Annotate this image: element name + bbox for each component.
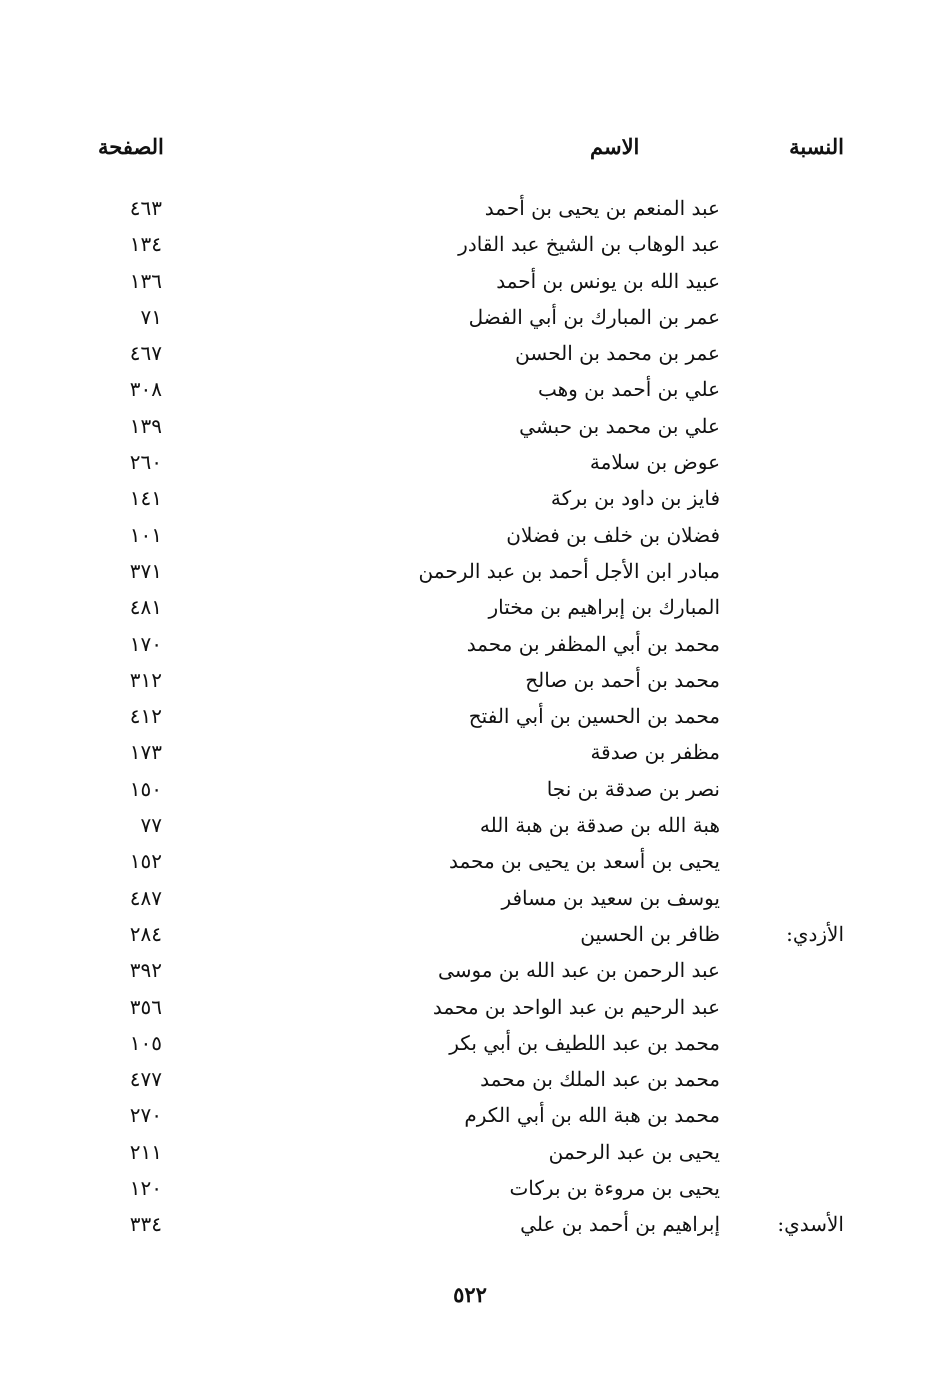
row-name: عمر بن المبارك بن أبي الفضل — [468, 304, 720, 329]
row-name: علي بن محمد بن حبشي — [519, 413, 720, 438]
row-page: ٤٦٧ — [129, 341, 162, 366]
row-name: إبراهيم بن أحمد بن علي — [520, 1212, 720, 1237]
row-name: عوض بن سلامة — [589, 450, 720, 475]
row-page: ١٠٥ — [129, 1030, 162, 1055]
row-name: مبادر ابن الأجل أحمد بن عبد الرحمن — [418, 558, 720, 583]
row-page: ١٥٢ — [129, 849, 162, 874]
index-row — [0, 1134, 940, 1170]
row-page: ١٣٩ — [129, 413, 162, 438]
index-row — [0, 734, 940, 770]
index-row — [0, 843, 940, 879]
row-page: ١٣٦ — [129, 268, 162, 293]
page-number: ٥٢٢ — [453, 1282, 487, 1307]
row-page: ٣٥٦ — [129, 994, 162, 1019]
index-row — [0, 263, 940, 299]
row-page: ٢٨٤ — [129, 921, 162, 946]
index-row — [0, 1025, 940, 1061]
index-row — [0, 1170, 940, 1206]
row-page: ٣٣٤ — [129, 1212, 162, 1237]
row-name: فضلان بن خلف بن فضلان — [506, 522, 720, 547]
index-row — [0, 408, 940, 444]
index-row — [0, 807, 940, 843]
row-name: محمد بن عبد اللطيف بن أبي بكر — [449, 1030, 720, 1055]
index-row — [0, 480, 940, 516]
row-name: مظفر بن صدقة — [590, 740, 720, 765]
row-page: ٣٧١ — [129, 558, 162, 583]
row-page: ٤٧٧ — [129, 1067, 162, 1092]
index-list — [0, 190, 940, 1243]
row-nisba: الأسدي: — [777, 1212, 844, 1237]
row-page: ٤٨٧ — [129, 885, 162, 910]
index-row — [0, 662, 940, 698]
row-page: ٢٦٠ — [129, 450, 162, 475]
row-page: ١٤١ — [129, 486, 162, 511]
index-row — [0, 916, 940, 952]
row-page: ٢١١ — [129, 1139, 162, 1164]
row-name: المبارك بن إبراهيم بن مختار — [488, 595, 720, 620]
header-nisba: النسبة — [789, 134, 844, 159]
index-row — [0, 1206, 940, 1242]
index-row — [0, 1061, 940, 1097]
index-row — [0, 880, 940, 916]
row-page: ١٧٣ — [129, 740, 162, 765]
row-page: ٣٠٨ — [129, 377, 162, 402]
row-page: ١٣٤ — [129, 232, 162, 257]
index-row — [0, 299, 940, 335]
row-name: محمد بن أبي المظفر بن محمد — [466, 631, 720, 656]
header-page: الصفحة — [98, 134, 164, 159]
row-name: يوسف بن سعيد بن مسافر — [501, 885, 720, 910]
row-page: ٧١ — [140, 304, 162, 329]
row-name: يحيى بن عبد الرحمن — [548, 1139, 720, 1164]
index-row — [0, 771, 940, 807]
row-page: ١٥٠ — [129, 776, 162, 801]
index-row — [0, 444, 940, 480]
index-row — [0, 553, 940, 589]
row-name: ظافر بن الحسين — [580, 921, 720, 946]
row-name: عبد المنعم بن يحيى بن أحمد — [484, 196, 720, 220]
row-page: ١٠١ — [129, 522, 162, 547]
row-page: ٣١٢ — [129, 667, 162, 692]
index-row — [0, 626, 940, 662]
row-name: عبد الرحيم بن عبد الواحد بن محمد — [432, 994, 720, 1019]
row-page: ٤٨١ — [129, 595, 162, 620]
row-name: يحيى بن مروءة بن بركات — [509, 1176, 720, 1201]
row-page: ٢٧٠ — [129, 1103, 162, 1128]
row-name: عمر بن محمد بن الحسن — [515, 341, 720, 366]
row-name: علي بن أحمد بن وهب — [537, 377, 720, 402]
index-row — [0, 371, 940, 407]
row-name: عبد الوهاب بن الشيخ عبد القادر — [458, 232, 720, 257]
row-page: ٤٦٣ — [129, 196, 162, 220]
row-name: محمد بن الحسين بن أبي الفتح — [468, 704, 720, 729]
row-name: محمد بن أحمد بن صالح — [525, 667, 720, 692]
index-row — [0, 952, 940, 988]
row-name: محمد بن عبد الملك بن محمد — [480, 1067, 720, 1092]
index-row — [0, 190, 940, 226]
row-page: ٧٧ — [140, 813, 162, 838]
index-row — [0, 226, 940, 262]
row-page: ٣٩٢ — [129, 958, 162, 983]
index-row — [0, 1097, 940, 1133]
row-name: نصر بن صدقة بن نجا — [546, 776, 720, 801]
index-row — [0, 517, 940, 553]
index-row — [0, 335, 940, 371]
header-name: الاسم — [590, 134, 640, 159]
index-row — [0, 589, 940, 625]
row-name: محمد بن هبة الله بن أبي الكرم — [464, 1103, 720, 1128]
row-name: فايز بن داود بن بركة — [550, 486, 720, 511]
row-name: هبة الله بن صدقة بن هبة الله — [479, 813, 720, 838]
row-page: ١٢٠ — [129, 1176, 162, 1201]
row-name: يحيى بن أسعد بن يحيى بن محمد — [448, 849, 720, 874]
row-name: عبيد الله بن يونس بن أحمد — [496, 268, 720, 293]
index-row — [0, 989, 940, 1025]
index-row — [0, 698, 940, 734]
row-page: ١٧٠ — [129, 631, 162, 656]
row-nisba: الأزدي: — [786, 921, 844, 946]
row-name: عبد الرحمن بن عبد الله بن موسى — [438, 958, 720, 983]
row-page: ٤١٢ — [129, 704, 162, 729]
table-header — [0, 134, 940, 168]
